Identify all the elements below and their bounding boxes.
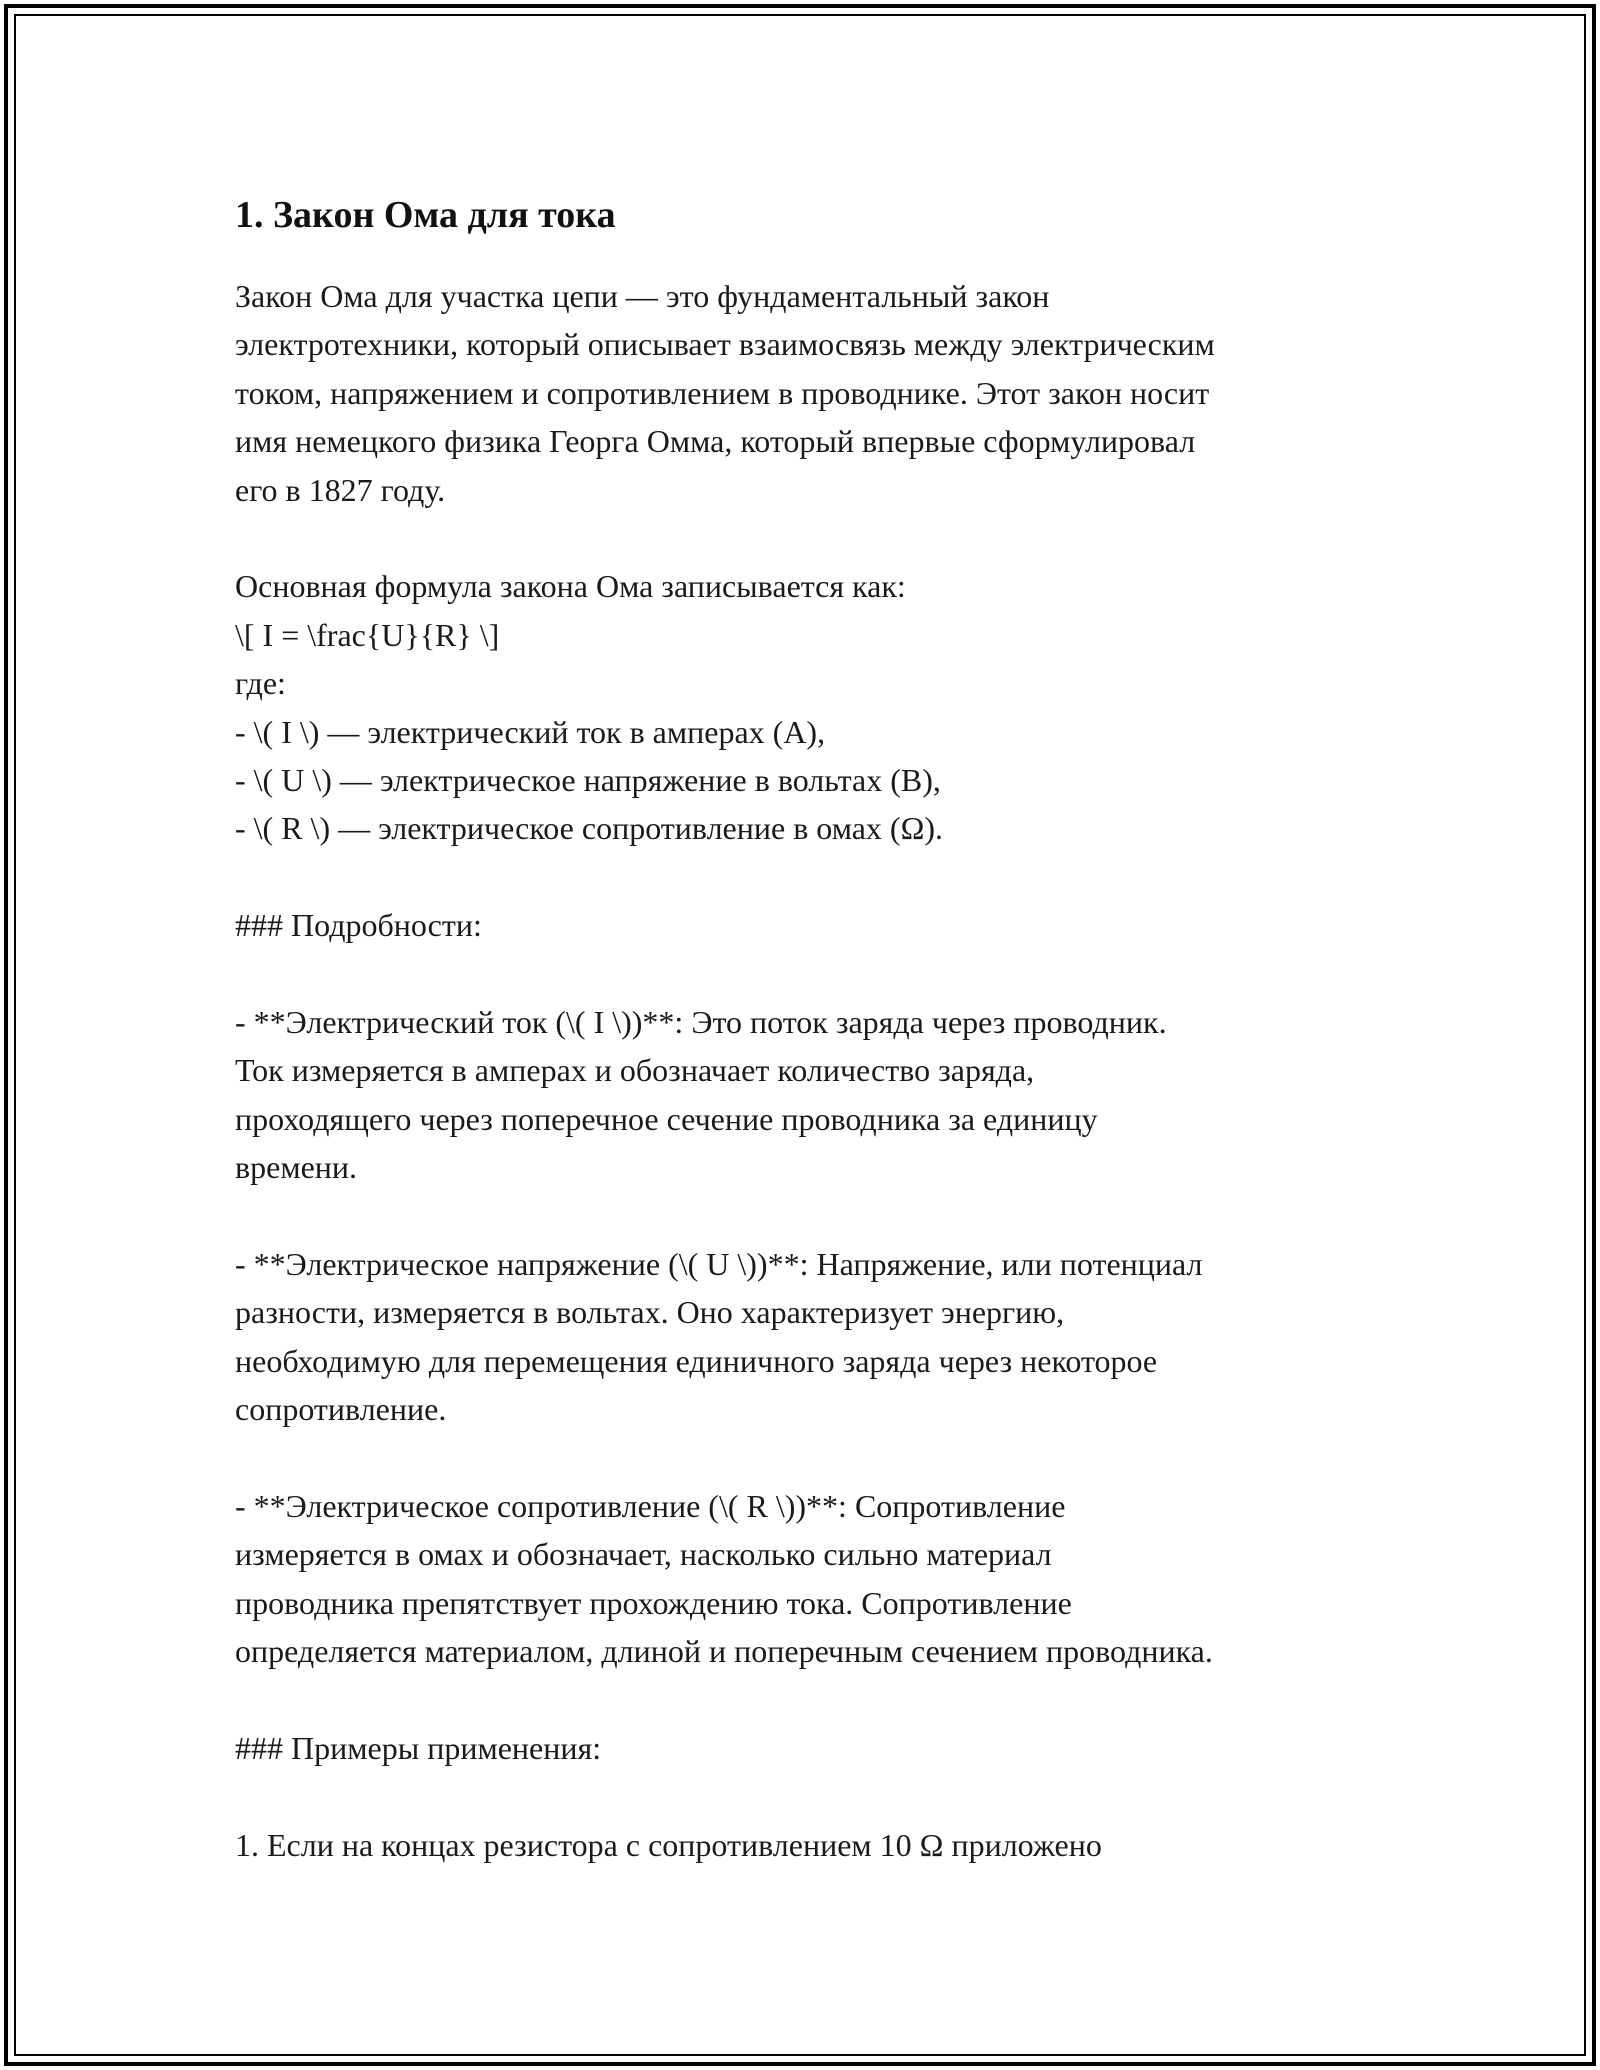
text-line: Ток измеряется в амперах и обозначает количество заряда,	[235, 1052, 1035, 1089]
text-line: - \( U \) — электрическое напряжение в вольтах (В),	[235, 762, 941, 799]
text-line: проходящего через поперечное сечение проводника за единицу	[235, 1100, 1098, 1137]
text-line: током, напряжением и сопротивлением в проводнике. Этот закон носит	[235, 374, 1210, 411]
text-line: электротехники, который описывает взаимосвязь между электрическим	[235, 326, 1215, 363]
text-line: Закон Ома для участка цепи — это фундаментальный закон	[235, 278, 1050, 314]
text-line: Основная формула закона Ома записывается как:	[235, 568, 906, 605]
text-line: имя немецкого физика Георга Омма, который впервые сформулировал	[235, 423, 1196, 460]
text-line: его в 1827 году.	[235, 471, 446, 508]
document-text	[235, 272, 1395, 1869]
blank-line	[235, 853, 1395, 901]
blank-line	[235, 1676, 1395, 1724]
document-title: 1. Закон Ома для тока	[235, 194, 616, 236]
blank-line	[235, 1434, 1395, 1482]
text-line: 1. Если на концах резистора с сопротивлением 10 Ω приложено	[235, 1826, 1102, 1863]
text-line: ### Подробности:	[235, 907, 482, 944]
text-line: измеряется в омах и обозначает, насколько сильно материал	[235, 1536, 1052, 1573]
text-line: - **Электрический ток (\( I \))**: Это поток заряда через проводник.	[235, 1004, 1167, 1041]
text-line: разности, измеряется в вольтах. Оно характеризует энергию,	[235, 1294, 1065, 1331]
text-line: определяется материалом, длиной и поперечным сечением проводника.	[235, 1633, 1213, 1670]
document-body	[235, 180, 1395, 1869]
text-line: необходимую для перемещения единичного заряда через некоторое	[235, 1342, 1158, 1379]
text-line: ### Примеры применения:	[235, 1730, 602, 1767]
text-line: - **Электрическое сопротивление (\( R \))**: Сопротивление	[235, 1488, 1066, 1525]
text-line: - **Электрическое напряжение (\( U \))**: Напряжение, или потенциал	[235, 1246, 1203, 1283]
text-line: - \( I \) — электрический ток в амперах (A),	[235, 713, 826, 750]
text-line: сопротивление.	[235, 1391, 447, 1428]
text-line: \[ I = \frac{U}{R} \]	[235, 616, 500, 653]
blank-line	[235, 1192, 1395, 1240]
text-line: - \( R \) — электрическое сопротивление в омах (Ω).	[235, 810, 944, 847]
blank-line	[235, 514, 1395, 562]
blank-line	[235, 1773, 1395, 1821]
blank-line	[235, 950, 1395, 998]
text-line: где:	[235, 665, 286, 702]
text-line: времени.	[235, 1149, 358, 1186]
text-line: проводника препятствует прохождению тока. Сопротивление	[235, 1584, 1072, 1621]
